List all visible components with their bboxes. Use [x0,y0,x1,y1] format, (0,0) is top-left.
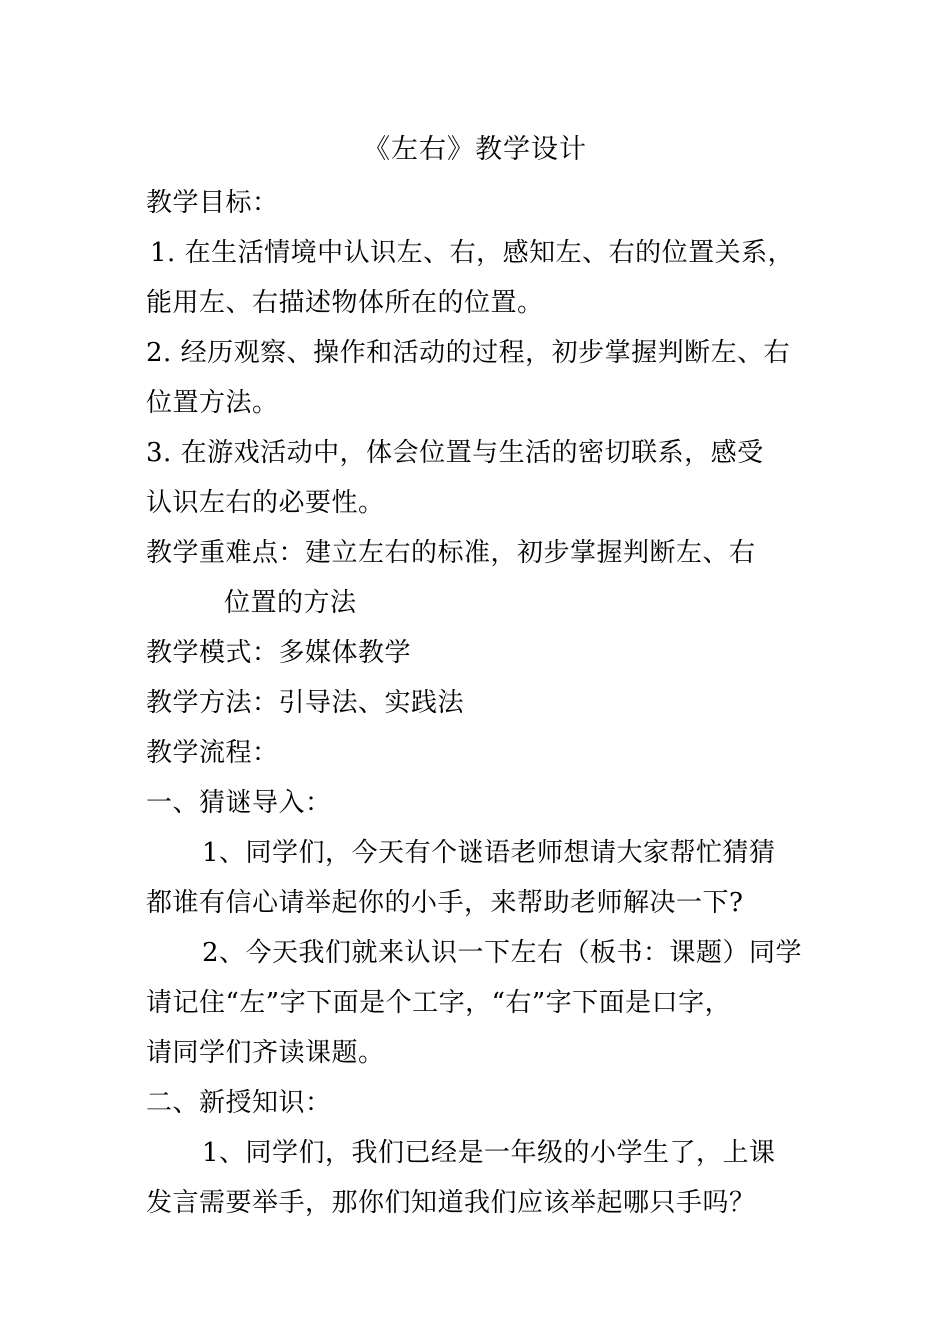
section-heading-intro: 一、猜谜导入： [146,788,332,818]
document-body [146,178,836,1228]
paragraph-line: 发言需要举手，那你们知道我们应该举起哪只手吗？ [146,1188,756,1218]
paragraph-line: 1、同学们，今天有个谜语老师想请大家帮忙猜猜 [202,838,776,868]
paragraph-line: 2. 经历观察、操作和活动的过程，初步掌握判断左、右 [146,338,791,368]
paragraph-line: 1. 在生活情境中认识左、右，感知左、右的位置关系， [150,238,795,268]
section-heading-key-points: 教学重难点：建立左右的标准，初步掌握判断左、右 [146,538,756,568]
paragraph-line: 认识左右的必要性。 [146,488,385,518]
paragraph-line: 位置的方法 [224,588,357,618]
section-heading-method: 教学方法：引导法、实践法 [146,688,465,718]
section-heading-mode: 教学模式：多媒体教学 [146,638,412,668]
paragraph-line: 能用左、右描述物体所在的位置。 [146,288,544,318]
paragraph-line: 都谁有信心请举起你的小手，来帮助老师解决一下? [146,888,744,918]
paragraph-line: 2、今天我们就来认识一下左右（板书：课题）同学 [202,938,803,968]
section-heading-process: 教学流程： [146,738,279,768]
document-title: 《左右》教学设计 [363,134,587,165]
section-heading-objectives: 教学目标： [146,188,279,218]
section-heading-new-knowledge: 二、新授知识： [146,1088,332,1118]
paragraph-line: 请同学们齐读课题。 [146,1038,385,1068]
paragraph-line: 位置方法。 [146,388,279,418]
paragraph-line: 1、同学们，我们已经是一年级的小学生了，上课 [202,1138,776,1168]
paragraph-line: 请记住“左”字下面是个工字，“右”字下面是口字， [146,988,732,1018]
paragraph-line: 3. 在游戏活动中，体会位置与生活的密切联系，感受 [146,438,764,468]
